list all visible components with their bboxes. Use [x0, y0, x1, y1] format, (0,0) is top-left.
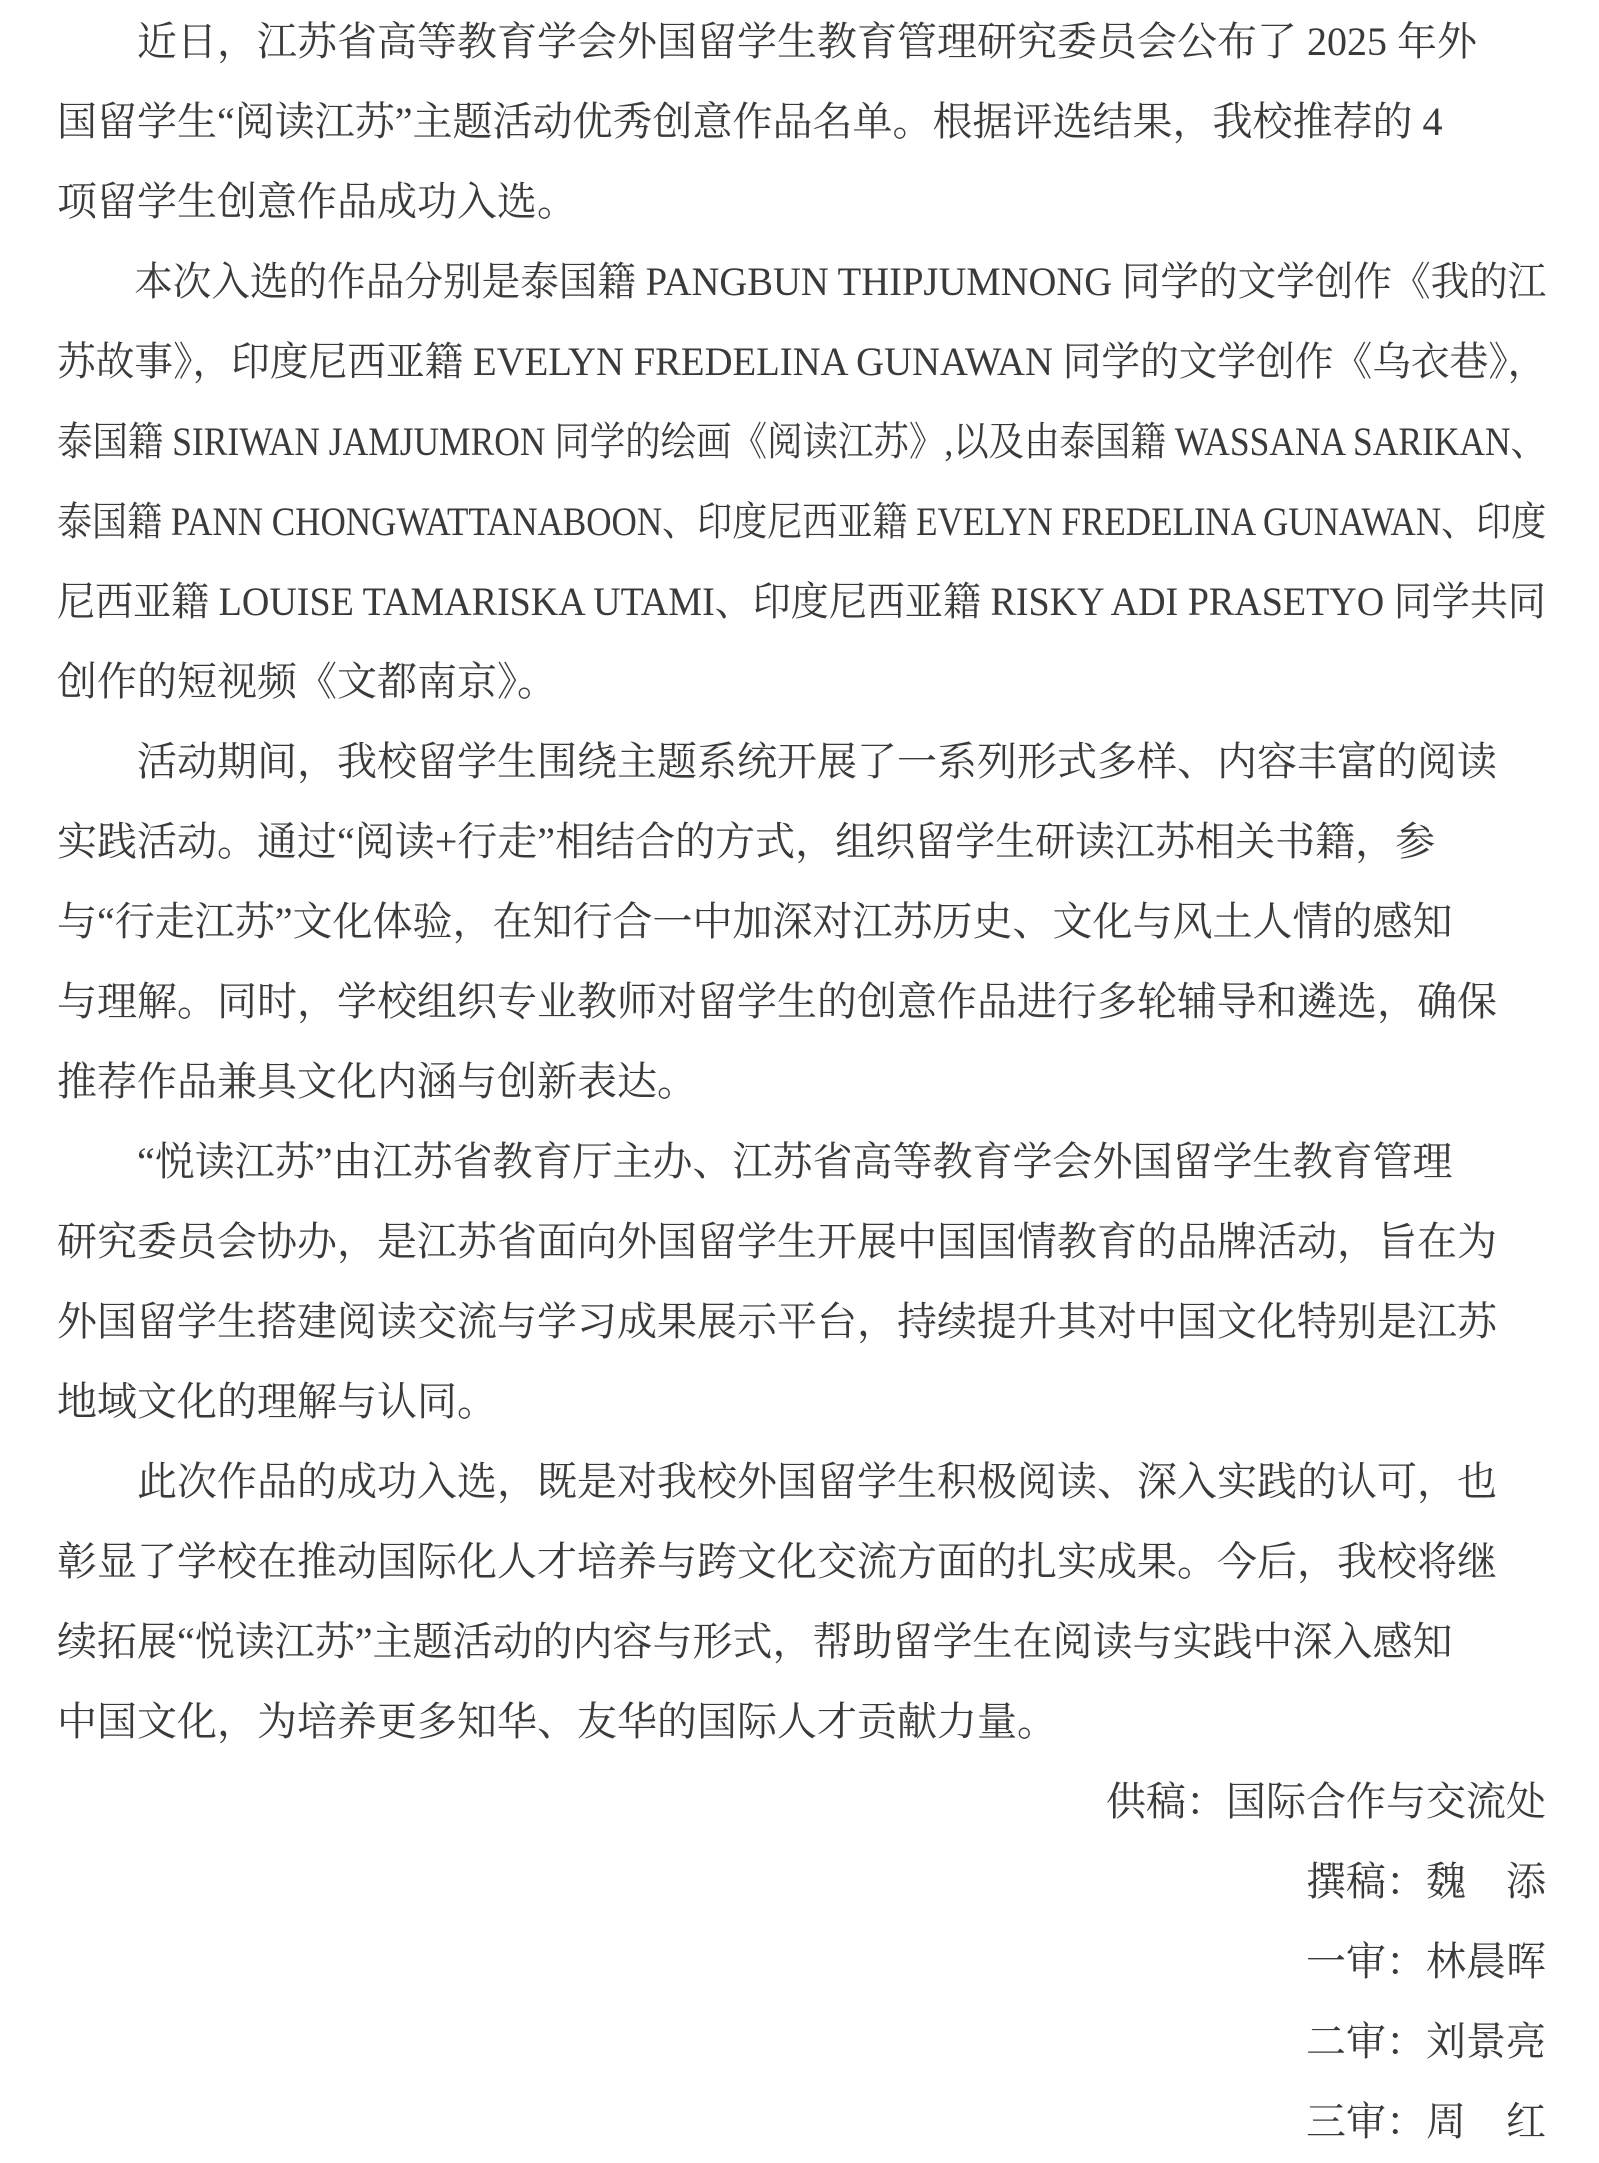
paragraph: [57, 2, 1546, 242]
body-text-line: 实践活动。通过“阅读+行走”相结合的方式，组织留学生研读江苏相关书籍，参: [57, 819, 1436, 864]
body-text-line: “悦读江苏”由江苏省教育厅主办、江苏省高等教育学会外国留学生教育管理: [137, 1139, 1453, 1184]
body-text-line: 地域文化的理解与认同。: [57, 1379, 497, 1424]
contributor-dept-line: 供稿：国际合作与交流处: [1106, 1779, 1546, 1824]
body-text-line: 此次作品的成功入选，既是对我校外国留学生积极阅读、深入实践的认可，也: [137, 1459, 1497, 1504]
body-text-line: 创作的短视频《文都南京》。: [57, 659, 557, 704]
body-text-line: 中国文化，为培养更多知华、友华的国际人才贡献力量。: [57, 1699, 1057, 1744]
first-review-line: 一审：林晨晖: [1306, 1939, 1546, 1984]
drafter-line: 撰稿：魏 添: [1306, 1859, 1546, 1904]
second-review-line: 二审：刘景亮: [1306, 2019, 1546, 2064]
body-text-line: 近日，江苏省高等教育学会外国留学生教育管理研究委员会公布了 2025 年外: [137, 19, 1477, 64]
body-text-line: 与理解。同时，学校组织专业教师对留学生的创意作品进行多轮辅导和遴选，确保: [57, 979, 1497, 1024]
body-text-line: 本次入选的作品分别是泰国籍 PANGBUN THIPJUMNONG 同学的文学创作《我的江: [134, 259, 1547, 304]
body-text-line: 尼西亚籍 LOUISE TAMARISKA UTAMI、印度尼西亚籍 RISKY ADI PRASETYO 同学共同: [57, 579, 1546, 624]
paragraph: [57, 722, 1546, 1122]
signature-block: [57, 1762, 1546, 2162]
body-text-line: 研究委员会协办，是江苏省面向外国留学生开展中国国情教育的品牌活动，旨在为: [57, 1219, 1497, 1264]
body-text-line: 推荐作品兼具文化内涵与创新表达。: [57, 1059, 697, 1104]
body-text-line: 外国留学生搭建阅读交流与学习成果展示平台，持续提升其对中国文化特别是江苏: [57, 1299, 1497, 1344]
body-text-line: 与“行走江苏”文化体验，在知行合一中加深对江苏历史、文化与风土人情的感知: [57, 899, 1453, 944]
body-text-line: 泰国籍 SIRIWAN JAMJUMRON 同学的绘画《阅读江苏》,以及由泰国籍 WASSANA SARIKAN、: [57, 419, 1547, 464]
body-text-line: 活动期间，我校留学生围绕主题系统开展了一系列形式多样、内容丰富的阅读: [137, 739, 1497, 784]
paragraph: [57, 1442, 1546, 1762]
body-text-line: 项留学生创意作品成功入选。: [57, 179, 577, 224]
body-text-line: 彰显了学校在推动国际化人才培养与跨文化交流方面的扎实成果。今后，我校将继: [57, 1539, 1497, 1584]
third-review-line: 三审：周 红: [1306, 2099, 1546, 2144]
body-text-line: 苏故事》，印度尼西亚籍 EVELYN FREDELINA GUNAWAN 同学的文学创作《乌衣巷》，: [57, 339, 1547, 384]
body-text-line: 泰国籍 PANN CHONGWATTANABOON、印度尼西亚籍 EVELYN FREDELINA GUNAWAN、印度: [57, 499, 1547, 544]
body-text-line: 国留学生“阅读江苏”主题活动优秀创意作品名单。根据评选结果，我校推荐的 4: [57, 99, 1443, 144]
paragraph: [57, 242, 1546, 722]
paragraph: [57, 1122, 1546, 1442]
body-text-line: 续拓展“悦读江苏”主题活动的内容与形式，帮助留学生在阅读与实践中深入感知: [57, 1619, 1453, 1664]
